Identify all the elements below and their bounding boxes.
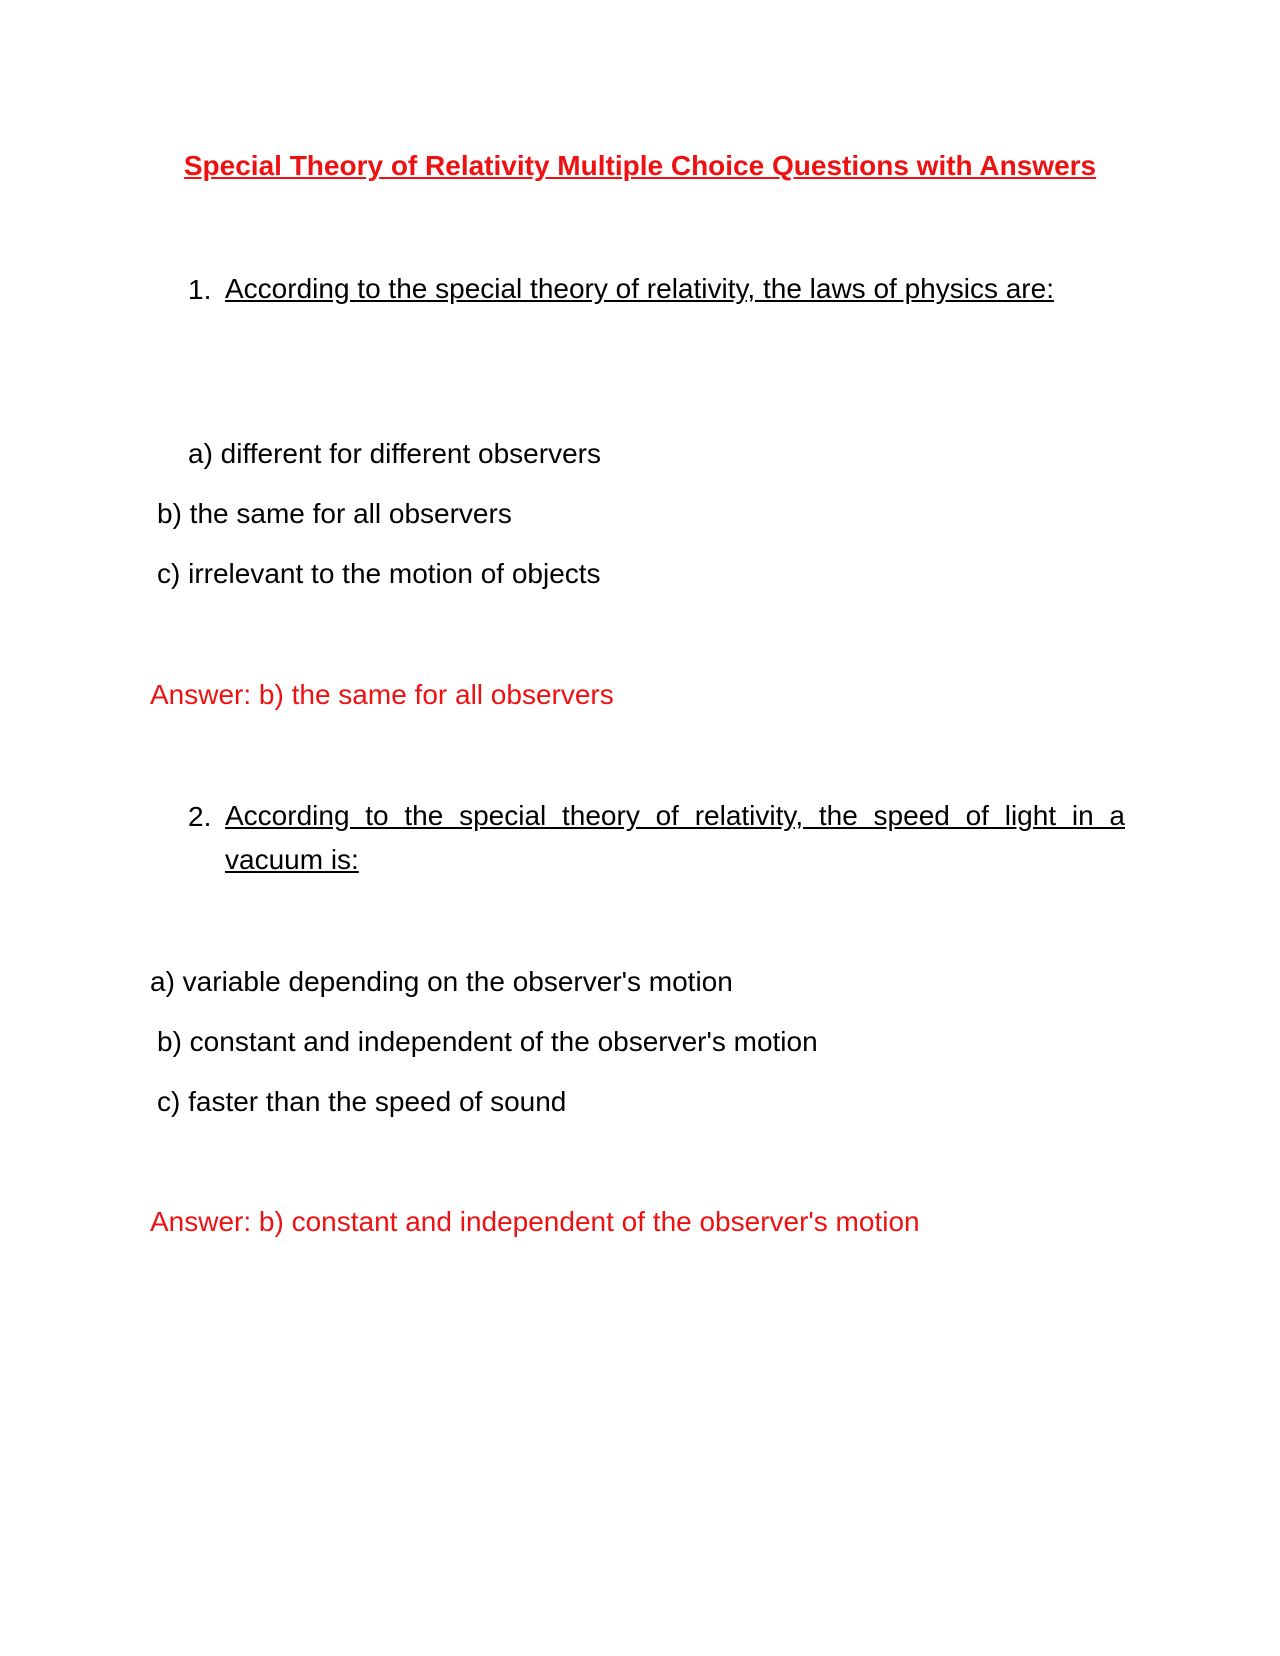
answer-line: Answer: b) the same for all observers bbox=[150, 679, 614, 710]
option-b: b) the same for all observers bbox=[157, 498, 512, 529]
page-title: Special Theory of Relativity Multiple Choice Questions with Answers bbox=[183, 150, 1097, 181]
option-a: a) different for different observers bbox=[188, 438, 601, 469]
question-number: 2. bbox=[188, 801, 212, 832]
option-c: c) faster than the speed of sound bbox=[157, 1086, 567, 1117]
option-c: c) irrelevant to the motion of objects bbox=[157, 558, 601, 589]
answer-line: Answer: b) constant and independent of the observer's motion bbox=[150, 1206, 920, 1237]
option-a: a) variable depending on the observer's motion bbox=[150, 966, 733, 997]
question-number: 1. bbox=[188, 274, 212, 305]
question-text: According to the special theory of relativity, the laws of physics are: bbox=[225, 273, 1054, 304]
option-b: b) constant and independent of the observer's motion bbox=[157, 1026, 818, 1057]
question-text: According to the special theory of relativity, the speed of light in a vacuum is: bbox=[225, 800, 1125, 875]
